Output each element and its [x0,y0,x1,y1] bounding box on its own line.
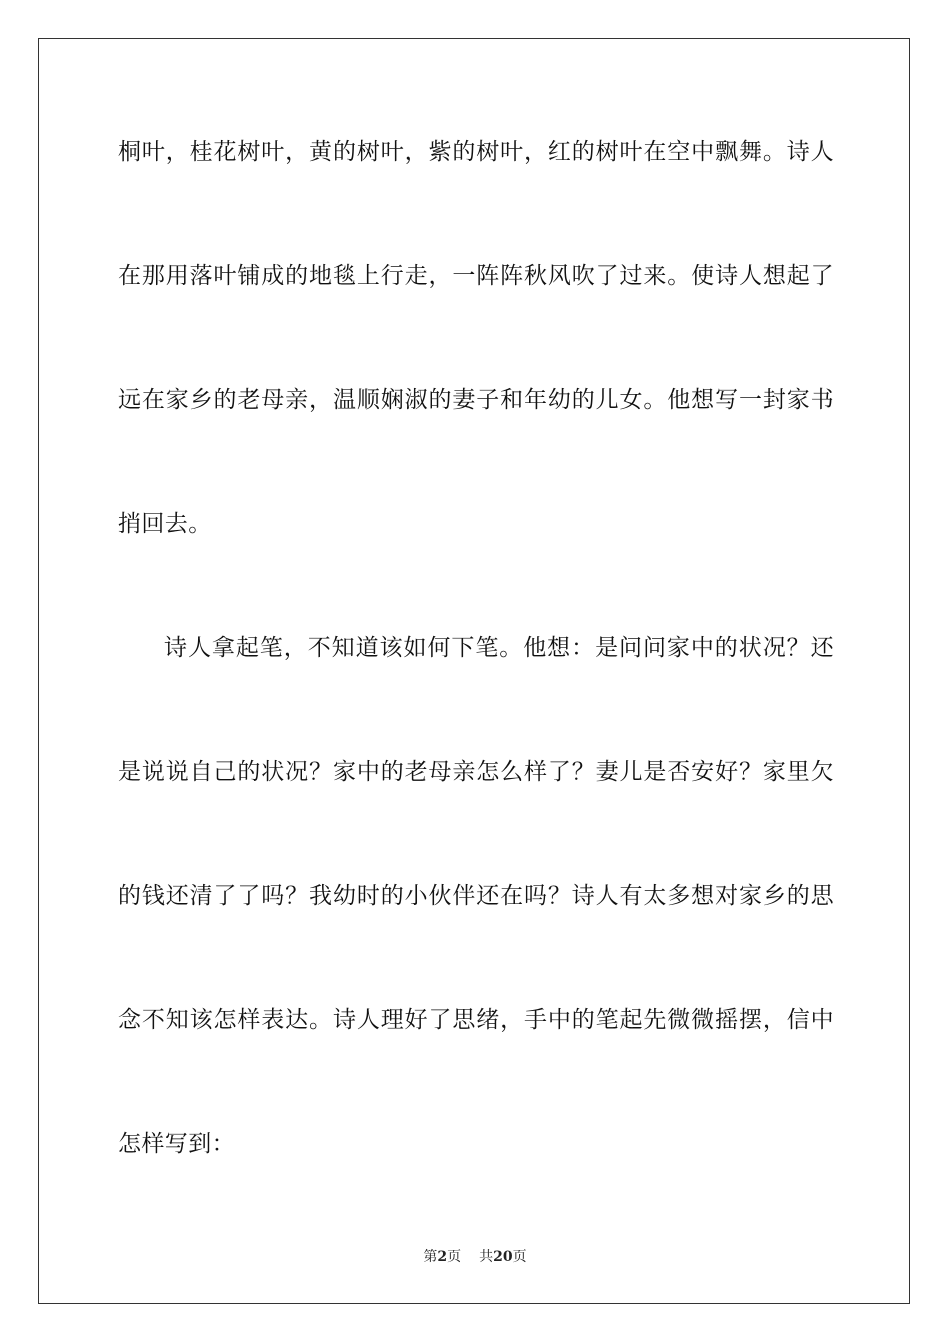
page-label-prefix: 第 [423,1249,438,1265]
text-line: 念不知该怎样表达。诗人理好了思绪，手中的笔起先微微摇摆，信中 [118,1007,834,1033]
page-border [38,38,910,1304]
text-line: 是说说自己的状况？家中的老母亲怎么样了？妻儿是否安好？家里欠 [118,759,834,785]
text-line: 在那用落叶铺成的地毯上行走，一阵阵秋风吹了过来。使诗人想起了 [118,263,834,289]
text-line: 怎样写到： [118,1131,235,1157]
page-label-suffix: 页 [447,1249,462,1265]
text-line: 捎回去。 [118,511,212,537]
text-line: 的钱还清了了吗？我幼时的小伙伴还在吗？诗人有太多想对家乡的思 [118,883,834,909]
page-number: 2 [437,1249,448,1265]
page-footer [0,1248,950,1266]
text-line: 诗人拿起笔，不知道该如何下笔。他想：是问问家中的状况？还 [164,635,834,661]
total-label-suffix: 页 [512,1249,527,1265]
text-line: 远在家乡的老母亲，温顺娴淑的妻子和年幼的儿女。他想写一封家书 [118,387,834,413]
total-pages: 20 [493,1249,513,1265]
text-line: 桐叶，桂花树叶，黄的树叶，紫的树叶，红的树叶在空中飘舞。诗人 [118,139,834,165]
total-label-prefix: 共 [479,1249,494,1265]
